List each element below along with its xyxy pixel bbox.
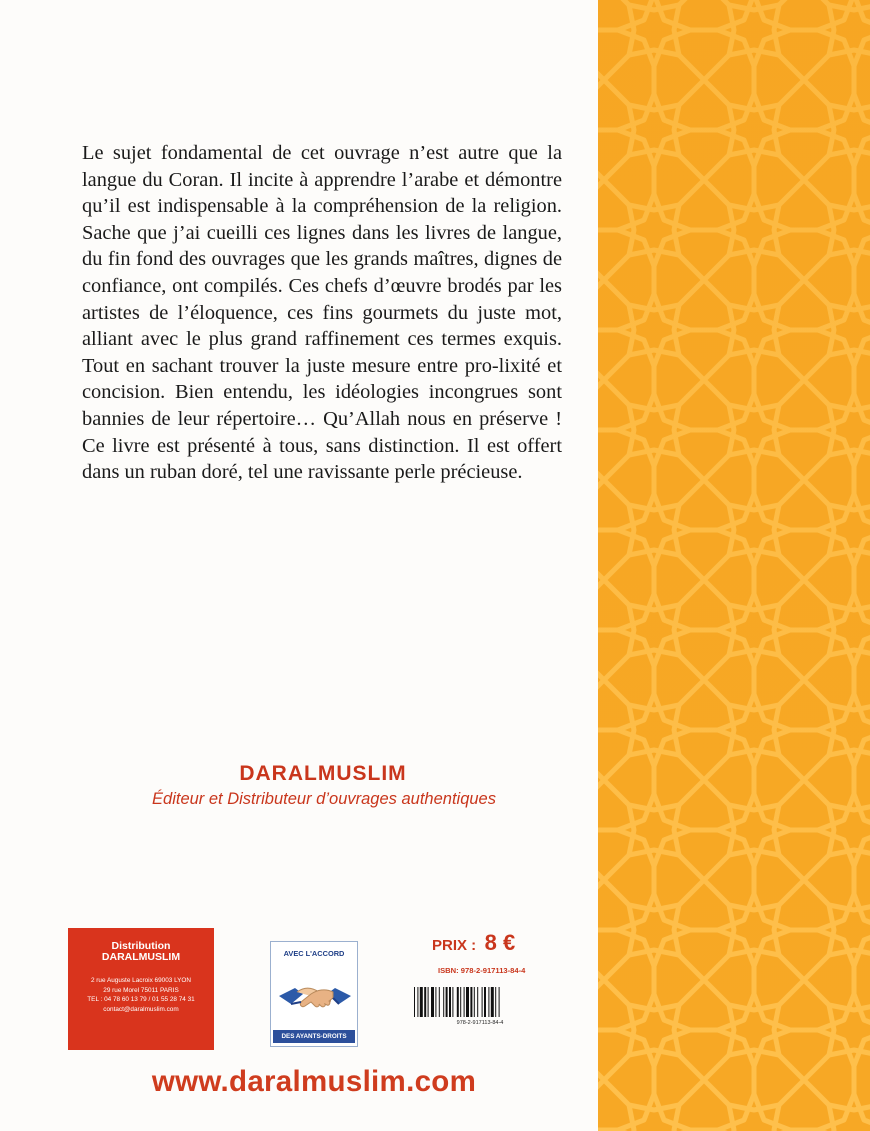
barcode-bar (428, 987, 429, 1017)
geometric-pattern-strip (598, 0, 870, 1131)
back-cover-blurb: Le sujet fondamental de cet ouvrage n’est autre que la langue du Coran. Il incite à apprendre l’arabe et démontre qu’il est indispensable à la compréhension de la religion. Sache que j’ai cueilli ces lignes dans les livres de langue, du fin fond des ouvrages que les grands maîtres, dignes de confiance, ont compilés. Ces chefs d’œuvre brodés par les artistes de l’éloquence, ces fins gourmets du juste mot, alliant avec le plus grand raffinement ces termes exquis. Tout en sachant trouver la juste mesure entre pro-lixité et concision. Bien entendu, les idéologies incongrues sont bannies de leur répertoire… Qu’Allah nous en préserve ! Ce livre est présenté à tous, sans distinction. Il est offert dans un ruban doré, tel une ravissante perle précieuse. (82, 142, 562, 484)
barcode-bar (449, 987, 451, 1017)
barcode-bar (464, 987, 465, 1017)
barcode-bar (452, 987, 453, 1017)
barcode-bar (439, 987, 440, 1017)
distribution-address-lyon: 2 rue Auguste Lacroix 69003 LYON (90, 977, 192, 984)
isbn-label: ISBN: 978-2-917113-84-4 (438, 966, 526, 975)
handshake-icon (277, 970, 353, 1026)
distribution-title: Distribution (111, 940, 171, 952)
barcode-bar (443, 987, 444, 1017)
barcode-bar (477, 987, 478, 1017)
accord-top-text: AVEC L'ACCORD (283, 949, 345, 958)
publisher-block (0, 762, 598, 809)
distribution-phone: TEL : 04 78 60 13 79 / 01 55 28 74 31 (87, 996, 195, 1004)
barcode-bar (466, 987, 469, 1017)
star-pattern-icon (598, 0, 870, 1131)
barcode-bar (499, 987, 500, 1017)
publisher-name: DARALMUSLIM (239, 762, 407, 785)
website-url (0, 1065, 598, 1099)
barcode-bar (446, 987, 448, 1017)
barcode-bar (424, 987, 426, 1017)
barcode-icon (412, 987, 548, 1017)
distribution-company: DARALMUSLIM (101, 951, 181, 963)
barcode-bar (435, 987, 436, 1017)
barcode-bar (457, 987, 459, 1017)
distribution-box (68, 928, 214, 1050)
price (432, 930, 515, 956)
accord-bottom-text: DES AYANTS-DROITS (273, 1030, 355, 1043)
barcode-bar (491, 987, 494, 1017)
barcode-bar (431, 987, 434, 1017)
barcode-bar (414, 987, 415, 1017)
rights-holder-badge (270, 941, 358, 1047)
price-label: PRIX : (432, 937, 477, 954)
barcode-bar (488, 987, 489, 1017)
barcode-bar (470, 987, 472, 1017)
barcode-bar (482, 987, 483, 1017)
distribution-address-paris: 29 rue Morel 75011 PARIS (103, 986, 179, 994)
publisher-tagline: Éditeur et Distributeur d’ouvrages authentiques (152, 790, 496, 808)
barcode-bar (420, 987, 423, 1017)
barcode-bar (417, 987, 418, 1017)
barcode-digits: 978-2-917113-84-4 (456, 1020, 504, 1026)
barcode-bar (495, 987, 496, 1017)
barcode-bar (484, 987, 486, 1017)
website-url-text: www.daralmuslim.com (151, 1065, 477, 1098)
barcode-bar (474, 987, 475, 1017)
distribution-email: contact@daralmuslim.com (103, 1005, 179, 1013)
barcode-bar (460, 987, 461, 1017)
price-value: 8 € (484, 930, 516, 955)
